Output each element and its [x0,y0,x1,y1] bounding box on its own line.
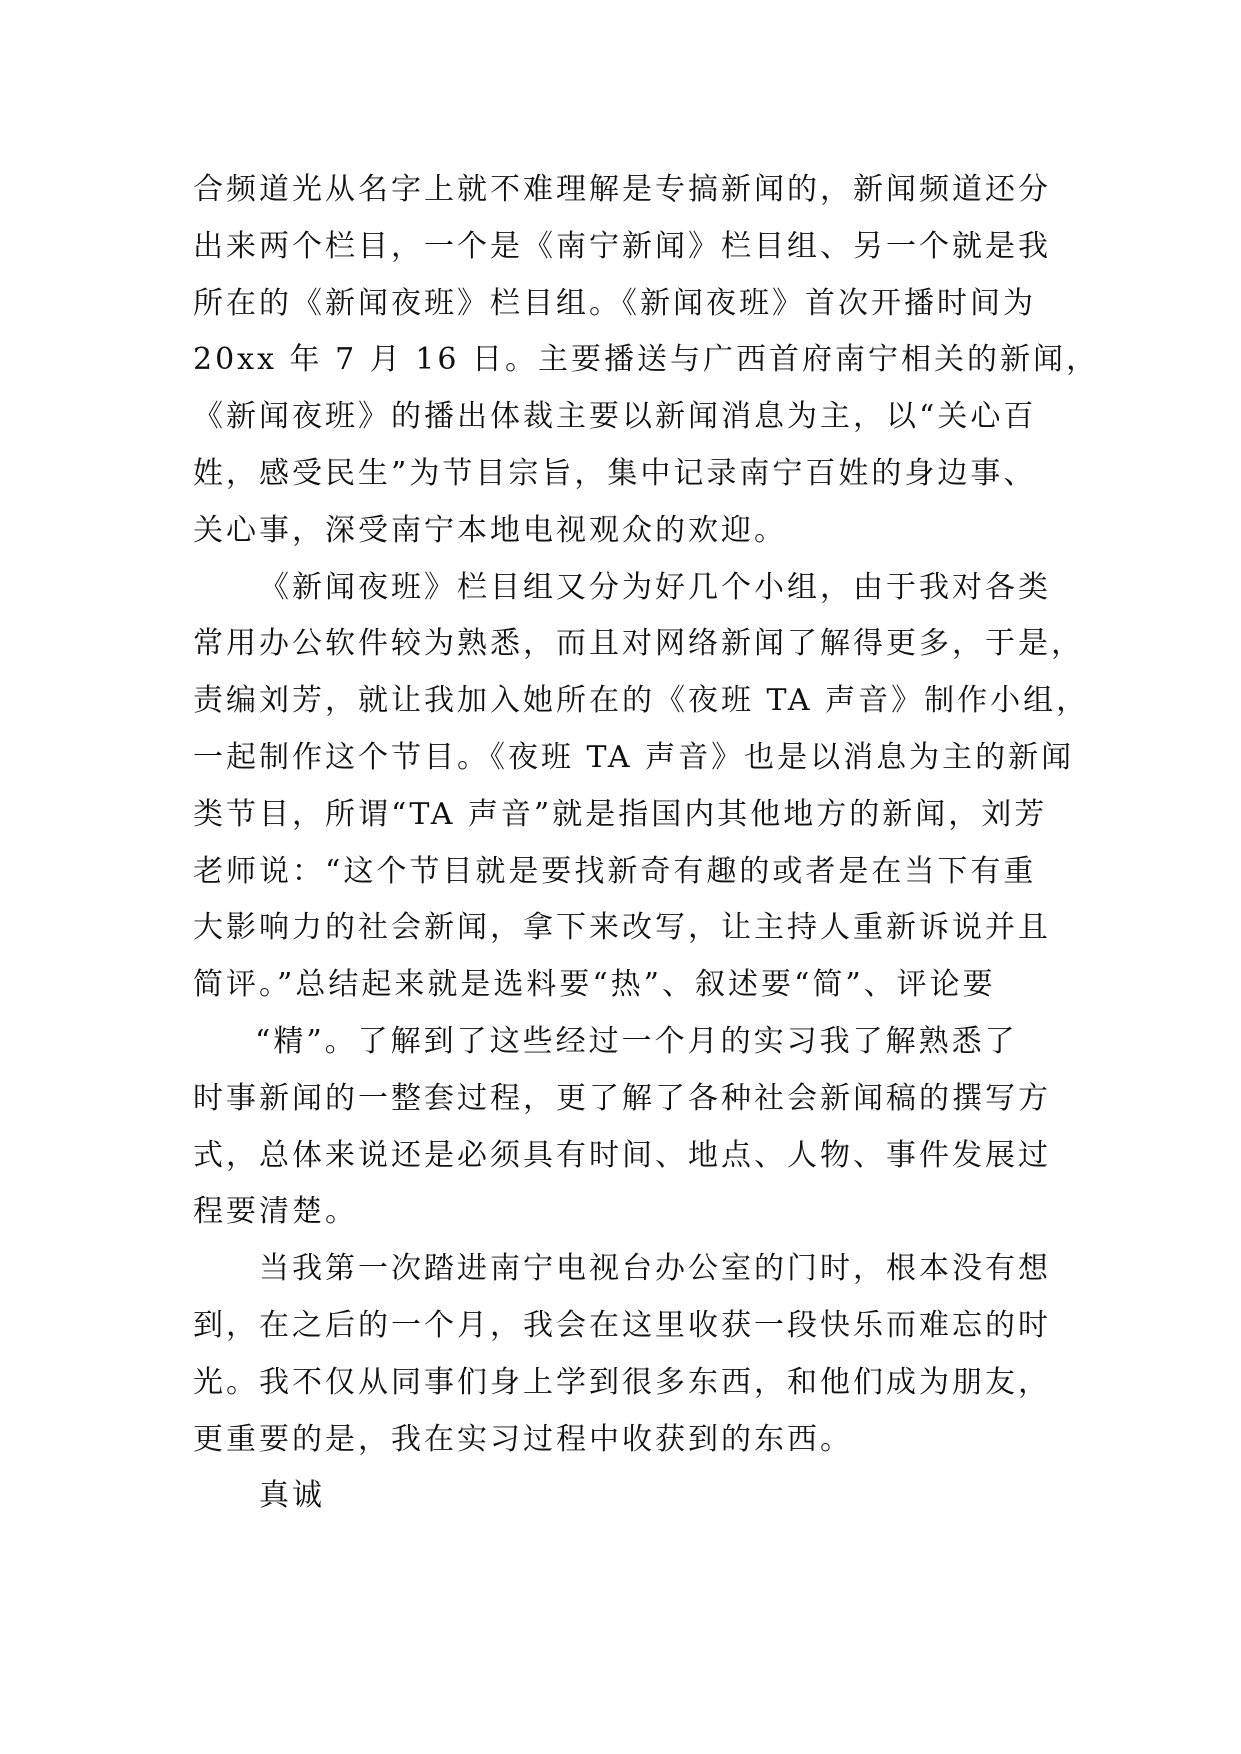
text-line: 姓，感受民生”为节目宗旨，集中记录南宁百姓的身边事、 [193,455,1037,491]
text-line: 简评。”总结起来就是选料要“热”、叙述要“简”、评论要 [193,967,996,1003]
text-line: 光。我不仅从同事们身上学到很多东西，和他们成为朋友， [193,1364,1051,1400]
text-line: 出来两个栏目，一个是《南宁新闻》栏目组、另一个就是我 [193,228,1051,264]
text-line: 合频道光从名字上就不难理解是专搞新闻的，新闻频道还分 [193,172,1051,207]
text-line: 20xx 年 7 月 16 日。主要播送与广西首府南宁相关的新闻， [193,342,1099,378]
text-line: 一起制作这个节目。《夜班 TA 声音》也是以消息为主的新闻 [193,739,1075,775]
text-line: 到，在之后的一个月，我会在这里收获一段快乐而难忘的时 [193,1307,1051,1343]
text-line: 《新闻夜班》栏目组又分为好几个小组，由于我对各类 [259,569,1051,605]
text-line: 大影响力的社会新闻，拿下来改写，让主持人重新诉说并且 [193,910,1051,946]
text-line: 所在的《新闻夜班》栏目组。《新闻夜班》首次开播时间为 [193,285,1036,321]
text-line: 老师说：“这个节目就是要找新奇有趣的或者是在当下有重 [193,853,1037,889]
text-line: “精”。了解到了这些经过一个月的实习我了解熟悉了 [255,1023,1018,1059]
text-line: 《新闻夜班》的播出体裁主要以新闻消息为主，以“关心百 [193,399,1037,435]
text-line: 真诚 [259,1478,325,1514]
text-line: 当我第一次踏进南宁电视台办公室的门时，根本没有想 [259,1251,1051,1287]
body-text [193,162,1099,1525]
text-line: 程要清楚。 [193,1194,358,1230]
text-line: 常用办公软件较为熟悉，而且对网络新闻了解得更多，于是， [193,626,1084,662]
text-line: 时事新闻的一整套过程，更了解了各种社会新闻稿的撰写方 [193,1080,1051,1116]
text-line: 类节目，所谓“TA 声音”就是指国内其他地方的新闻，刘芳 [193,796,1048,832]
text-line: 关心事，深受南宁本地电视观众的欢迎。 [193,512,787,548]
text-line: 责编刘芳，就让我加入她所在的《夜班 TA 声音》制作小组， [193,683,1090,719]
text-line: 式，总体来说还是必须具有时间、地点、人物、事件发展过 [193,1137,1051,1173]
text-line: 更重要的是，我在实习过程中收获到的东西。 [193,1421,853,1457]
